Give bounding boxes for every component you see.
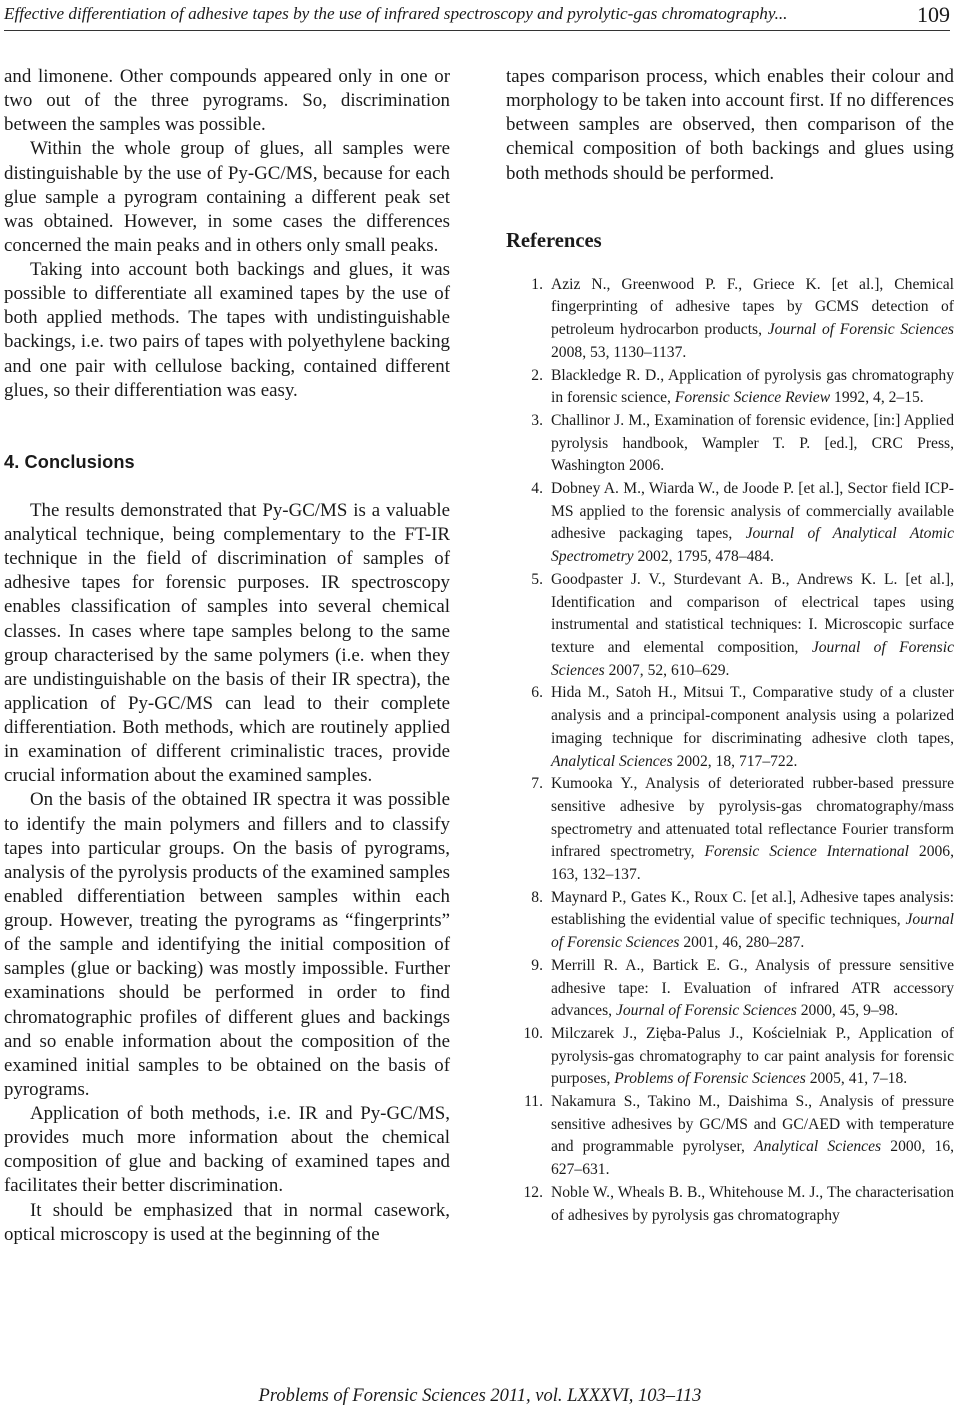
paragraph: tapes comparison process, which enables their colour and morphology to be taken into account first. If no differences between samples are observed, then comparison of the chemical composition of both backings and glues using both methods should be performed. — [506, 66, 954, 184]
reference-item — [506, 682, 954, 773]
journal-name: Journal of Forensic Sciences — [551, 911, 954, 952]
reference-number: 9. — [531, 956, 543, 974]
reference-text: Maynard P., Gates K., Roux C. [et al.], Adhesive tapes analysis: establishing the evidential value of specific techniques, Journal of Forensic Sciences 2001, 46, 280–287. — [551, 888, 954, 952]
reference-item — [506, 1091, 954, 1182]
reference-item — [506, 410, 954, 478]
reference-number: 4. — [531, 480, 543, 498]
reference-item — [506, 1023, 954, 1091]
reference-text: Dobney A. M., Wiarda W., de Joode P. [et al.], Sector field ICP-MS applied to the forensic analysis of commercially available adhesive packaging tapes, Journal of Analytical Atomic Spectrometry 2002, 1795, 478–484. — [551, 480, 954, 566]
reference-item — [506, 773, 954, 887]
reference-number: 12. — [523, 1183, 543, 1201]
reference-text: Blackledge R. D., Application of pyrolysis gas chromatography in forensic science, Forensic Science Review 1992, 4, 2–15. — [551, 366, 954, 407]
paragraph: Application of both methods, i.e. IR and Py-GC/MS, provides much more information about the chemical composition of glue and backing of examined tapes and facilitates their better discrimination. — [4, 1103, 450, 1197]
reference-number: 2. — [531, 366, 543, 384]
journal-name: Journal of Analytical Atomic Spectrometry — [551, 525, 954, 566]
reference-number: 3. — [531, 411, 543, 429]
reference-item — [506, 365, 954, 410]
reference-number: 1. — [531, 275, 543, 293]
reference-number: 8. — [531, 888, 543, 906]
reference-number: 11. — [524, 1093, 543, 1111]
reference-text: Noble W., Wheals B. B., Whitehouse M. J., The characterisation of adhesives by pyrolysis gas chromatography — [551, 1183, 954, 1224]
reference-text: Nakamura S., Takino M., Daishima S., Analysis of pressure sensitive adhesives by GC/MS and GC/AED with temperature and programmable pyrolyser, Analytical Sciences 2000, 16, 627–631. — [551, 1093, 955, 1179]
reference-text: Goodpaster J. V., Sturdevant A. B., Andrews K. L. [et al.], Identification and comparison of electrical tapes using instrumental and statistical techniques: I. Microscopic surface texture and elemental composition, Journal of Forensic Sciences 2007, 52, 610–629. — [551, 570, 954, 679]
section-title-conclusions: 4. Conclusions — [4, 451, 135, 472]
page-number: 109 — [917, 2, 950, 27]
journal-name: Journal of Forensic Sciences — [615, 1002, 797, 1020]
paragraph: The results demonstrated that Py-GC/MS is a valuable analytical technique, being complementary to the FT-IR technique in the field of discrimination of samples of adhesive tapes for forensic purposes. IR spectroscopy enables classification of samples into several chemical classes. In cases where tape samples belong to the same group characterised by the same polymers (i.e. when they are undistinguishable on the basis of their IR spectra), the application of Py-GC/MS can lead to their complete differentiation. Both methods, which are routinely applied in examination of different criminalistic traces, provide crucial information about the examined samples. — [4, 499, 450, 787]
paragraph: and limonene. Other compounds appeared only in one or two out of the three pyrograms. So, discrimination between the samples was possible. — [4, 66, 450, 136]
reference-number: 10. — [523, 1024, 543, 1042]
reference-item — [506, 478, 954, 569]
journal-name: Problems of Forensic Sciences — [614, 1070, 806, 1088]
reference-number: 5. — [531, 570, 543, 588]
journal-name: Journal of Forensic Sciences — [551, 639, 954, 679]
reference-text: Hida M., Satoh H., Mitsui T., Comparative study of a cluster analysis and a principal-component analysis using a polarized imaging technique for discriminating adhesive cloth tapes, Analytical Sciences 2002, 18, 717–722. — [551, 684, 954, 770]
journal-name: Forensic Science Review — [674, 389, 831, 407]
reference-text: Challinor J. M., Examination of forensic evidence, [in:] Applied pyrolysis handbook, Wampler T. P. [ed.], CRC Press, Washington 2006. — [551, 411, 954, 475]
journal-name: Analytical Sciences — [754, 1138, 882, 1156]
reference-item — [506, 274, 954, 365]
reference-text: Milczarek J., Zięba-Palus J., Kościelniak P., Application of pyrolysis-gas chromatography to car paint analysis for forensic purposes, Problems of Forensic Sciences 2005, 41, 7–18. — [551, 1024, 954, 1088]
reference-item — [506, 1182, 954, 1227]
reference-text: Aziz N., Greenwood P. F., Griece K. [et al.], Chemical fingerprinting of adhesive tapes by GCMS detection of petroleum hydrocarbon products, Journal of Forensic Sciences 2008, 53, 1130–1137. — [551, 275, 954, 361]
reference-list — [506, 274, 954, 1228]
right-column — [506, 65, 954, 1227]
reference-text: Kumooka Y., Analysis of deteriorated rubber-based pressure sensitive adhesive by pyrolysis-gas chromatography/mass spectrometry and attenuated total reflectance Fourier transform infrared spectrometry, Forensic Science International 2006, 163, 132–137. — [551, 775, 955, 884]
paragraph: Taking into account both backings and glues, it was possible to differentiate all examined tapes by the use of both applied methods. The tapes with undistinguishable backings, i.e. two pairs of tapes with polyethylene backing and one pair with cellulose backing, contained different glues, so their differentiation was easy. — [4, 259, 450, 401]
reference-number: 7. — [531, 775, 543, 793]
reference-item — [506, 887, 954, 955]
paragraph: Within the whole group of glues, all samples were distinguishable by the use of Py-GC/MS, because for each glue sample a pyrogram containing a different peak set was obtained. However, in some cases the differences concerned the main peaks and in others only small peaks. — [4, 138, 450, 256]
reference-item — [506, 569, 954, 683]
reference-number: 6. — [531, 684, 543, 702]
page-header — [4, 2, 950, 31]
reference-item — [506, 955, 954, 1023]
running-title: Effective differentiation of adhesive tapes by the use of infrared spectroscopy and pyrolytic-gas chromatography... — [4, 4, 788, 23]
references-title: References — [506, 229, 602, 252]
journal-name: Forensic Science International — [704, 843, 910, 861]
journal-name: Journal of Forensic Sciences — [767, 321, 954, 339]
page-footer: Problems of Forensic Sciences 2011, vol. LXXXVI, 103–113 — [258, 1386, 702, 1406]
journal-name: Analytical Sciences — [551, 752, 673, 770]
paragraph: On the basis of the obtained IR spectra it was possible to identify the main polymers and fillers and to classify tapes into particular groups. On the basis of pyrograms, analysis of the pyrolysis products of the examined samples enabled differentiation between samples within each group. However, treating the pyrograms as “fingerprints” of the sample and identifying the initial composition of samples (glue or backing) was mostly impossible. Further examinations should be performed in order to find chromatographic profiles of different glues and backings and so enable information about the composition of the examined initial samples to be obtained on the basis of pyrograms. — [4, 789, 450, 1100]
reference-text: Merrill R. A., Bartick E. G., Analysis of pressure sensitive adhesive tape: I. Evaluation of infrared ATR accessory advances, Journal of Forensic Sciences 2000, 45, 9–98. — [551, 956, 954, 1020]
paragraph: It should be emphasized that in normal casework, optical microscopy is used at the beginning of the — [4, 1199, 450, 1245]
left-column — [4, 65, 450, 1247]
